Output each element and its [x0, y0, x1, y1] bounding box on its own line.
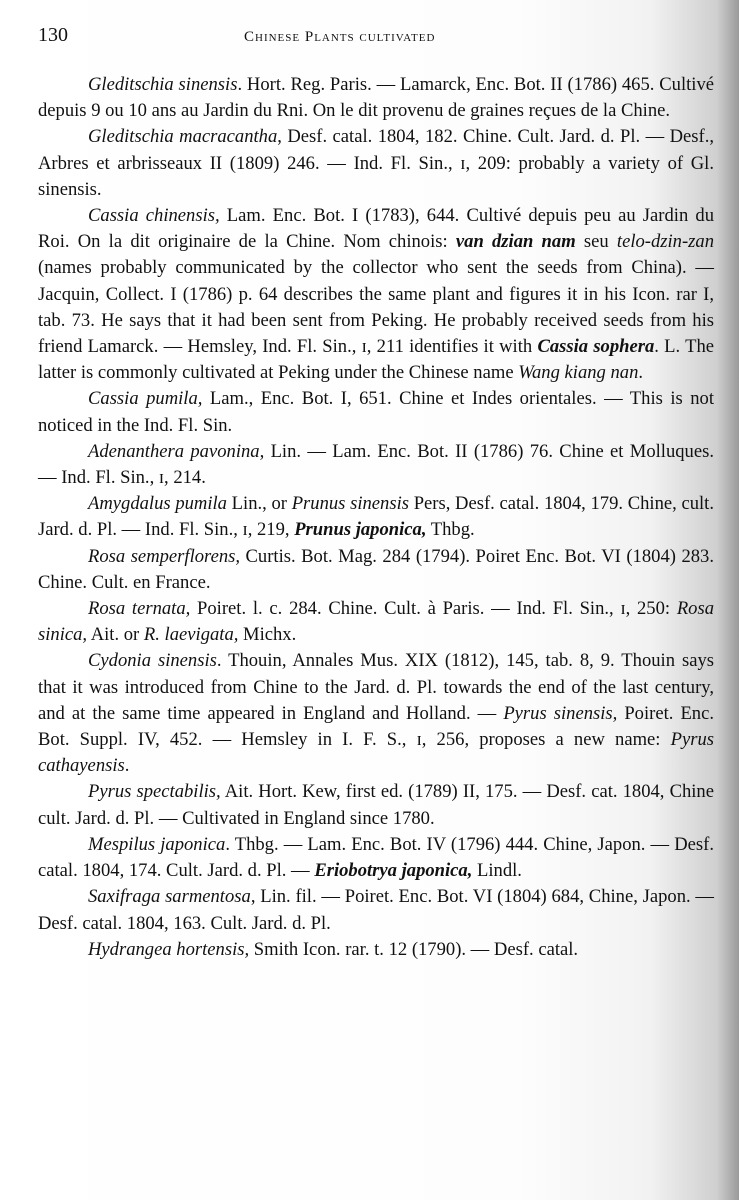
- entry-text: Rosa sinica,: [38, 598, 714, 646]
- entry-text: Prunus japonica,: [294, 519, 427, 541]
- species-name: Amygdalus pumila: [88, 493, 227, 515]
- entry-paragraph: [38, 491, 714, 543]
- entry-text: van dzian nam: [455, 231, 576, 253]
- page-body: [38, 72, 714, 963]
- entry-paragraph: [38, 124, 714, 203]
- page-number: 130: [38, 24, 68, 46]
- entry-text: . Thbg. — Lam. Enc. Bot. IV (1796) 444. Chine, Japon. — Desf. catal. 1804, 174. Cult. Jard. d. Pl. —: [38, 833, 714, 882]
- entry-text: Poiret. l. c. 284. Chine. Cult. à Paris. — Ind. Fl. Sin., ɪ, 250:: [190, 598, 677, 620]
- entry-text: R. laevigata,: [143, 624, 239, 646]
- species-name: Pyrus spectabilis,: [88, 781, 221, 803]
- species-name: Cydonia sinensis: [88, 650, 217, 672]
- entry-text: Lindl.: [472, 860, 522, 882]
- species-name: Cassia chinensis,: [88, 205, 220, 227]
- entry-text: Pyrus cathayensis: [38, 729, 714, 777]
- page-header: [38, 24, 719, 50]
- running-head: Chinese Plants cultivated: [244, 29, 436, 45]
- species-name: Rosa ternata,: [88, 598, 191, 620]
- entry-text: . Hort. Reg. Paris. — Lamarck, Enc. Bot. II (1786) 465. Cultivé depuis 9 ou 10 ans au Jardin du Rni. On le dit provenu de graines reçues de la Chine.: [38, 74, 714, 122]
- entry-text: seu: [575, 231, 617, 253]
- entry-paragraph: [38, 779, 714, 831]
- entry-paragraph: [38, 203, 714, 386]
- entry-text: .: [124, 755, 130, 777]
- entry-text: Cassia sophera: [537, 336, 655, 358]
- entry-paragraph: [38, 884, 714, 936]
- entry-paragraph: [38, 937, 714, 963]
- entry-paragraph: [38, 596, 714, 648]
- entry-paragraph: [38, 648, 714, 779]
- entry-text: telo-dzin-zan: [616, 231, 714, 253]
- entry-paragraph: [38, 544, 714, 596]
- entry-text: Thbg.: [426, 519, 475, 541]
- entry-text: Poiret. Enc. Bot. Suppl. IV, 452. — Hemsley in I. F. S., ɪ, 256, proposes a new name:: [38, 702, 715, 751]
- entry-text: , Lin. fil. — Poiret. Enc. Bot. VI (1804) 684, Chine, Japon. — Desf. catal. 1804, 163. Cult. Jard. d. Pl.: [38, 886, 714, 934]
- species-name: Saxifraga sarmentosa: [88, 886, 251, 908]
- entry-text: .: [638, 362, 644, 384]
- species-name: Adenanthera pavonina,: [88, 440, 265, 462]
- entry-paragraph: [38, 439, 714, 491]
- entry-text: Lam. Enc. Bot. I (1783), 644. Cultivé depuis peu au Jardin du Roi. On la dit originaire de la Chine. Nom chinois:: [38, 205, 714, 253]
- entry-paragraph: [38, 386, 714, 438]
- entry-text: Lam., Enc. Bot. I, 651. Chine et Indes orientales. — This is not noticed in the Ind. Fl. Sin.: [38, 388, 714, 436]
- entry-text: . Thouin, Annales Mus. XIX (1812), 145, tab. 8, 9. Thouin says that it was introduced from Chine to the Jard. d. Pl. towards the end of the last century, and at the same time appeared in England and Holland. —: [38, 650, 714, 724]
- entry-text: , Desf. catal. 1804, 182. Chine. Cult. Jard. d. Pl. — Desf., Arbres et arbrisseaux II (1809) 246. — Ind. Fl. Sin., ɪ, 209: probably a variety of Gl. sinensis.: [38, 126, 714, 200]
- entry-text: (names probably communicated by the collector who sent the seeds from China). — Jacquin, Collect. I (1786) p. 64 describes the same plant and figures it in his Icon. rar I, tab. 73. He says that it had been sent from Peking. He probably received seeds from his friend Lamarck. — Hemsley, Ind. Fl. Sin., ɪ, 211 identifies it with: [38, 257, 714, 358]
- entry-text: Ait. Hort. Kew, first ed. (1789) II, 175. — Desf. cat. 1804, Chine cult. Jard. d. Pl. — Cultivated in England since 1780.: [38, 781, 714, 829]
- species-name: Hydrangea hortensis,: [88, 938, 250, 960]
- entry-text: Wang kiang nan: [518, 362, 639, 384]
- entry-text: Smith Icon. rar. t. 12 (1790). — Desf. catal.: [249, 938, 579, 960]
- species-name: Mespilus japonica: [88, 833, 226, 855]
- entry-text: . L. The latter is commonly cultivated at Peking under the Chinese name: [38, 336, 714, 384]
- entry-text: Pyrus sinensis,: [503, 702, 618, 724]
- entry-text: Pers, Desf. catal. 1804, 179. Chine, cult. Jard. d. Pl. — Ind. Fl. Sin., ɪ, 219,: [38, 493, 714, 541]
- species-name: Cassia pumila,: [88, 388, 203, 410]
- entry-text: Lin., or: [226, 493, 292, 515]
- entry-text: Ait. or: [87, 624, 144, 646]
- entry-text: Michx.: [238, 624, 297, 646]
- entry-text: Eriobotrya japonica,: [314, 860, 473, 882]
- entry-text: Prunus sinensis: [291, 493, 409, 515]
- entry-text: Lin. — Lam. Enc. Bot. II (1786) 76. Chine et Molluques. — Ind. Fl. Sin., ɪ, 214.: [38, 440, 714, 489]
- entry-paragraph: [38, 832, 714, 884]
- entry-paragraph: [38, 72, 714, 124]
- species-name: Gleditschia sinensis: [88, 74, 238, 95]
- species-name: Rosa semperflorens,: [88, 545, 241, 567]
- entry-text: Curtis. Bot. Mag. 284 (1794). Poiret Enc. Bot. VI (1804) 283. Chine. Cult. en France.: [38, 545, 714, 593]
- species-name: Gleditschia macracantha: [88, 126, 278, 148]
